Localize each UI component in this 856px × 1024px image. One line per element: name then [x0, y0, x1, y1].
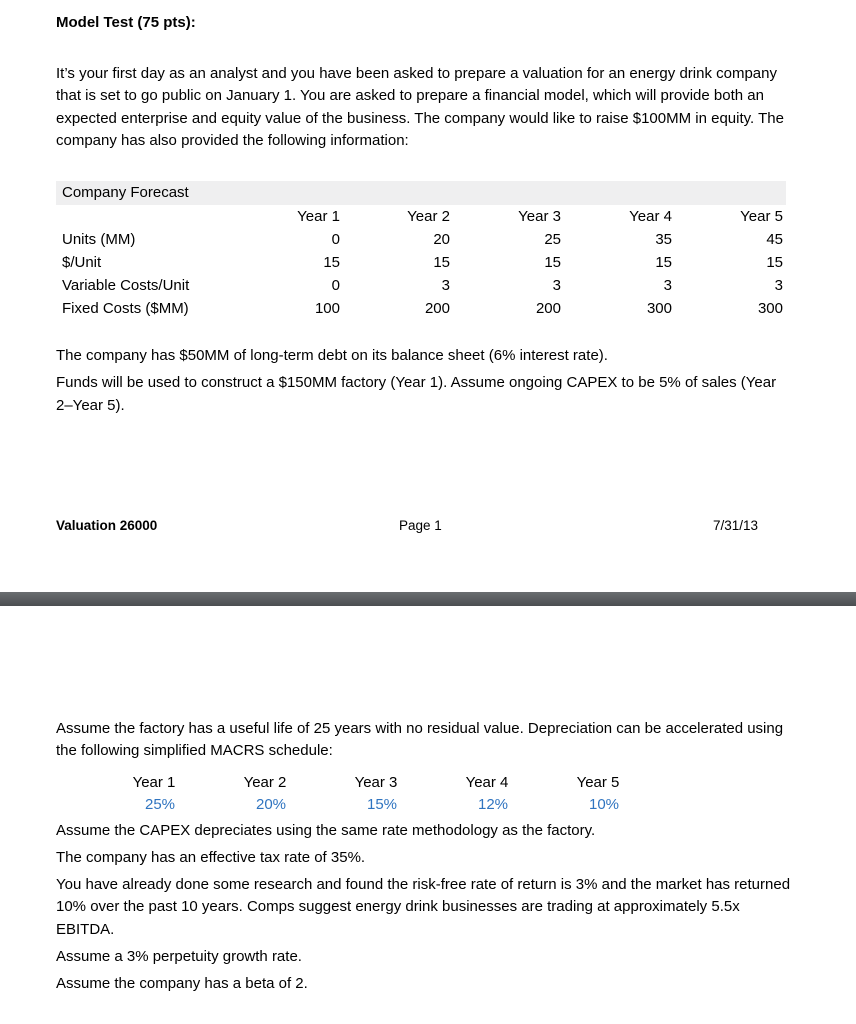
factory-paragraph: Assume the factory has a useful life of 25 years with no residual value. Depreciation can be accelerated using the following simplified MACRS schedule:: [56, 720, 784, 760]
table-cell: 0: [331, 231, 340, 248]
table-cell: 15: [766, 254, 783, 271]
year-header: Year 2: [407, 208, 450, 225]
table-cell: 15: [323, 254, 340, 271]
row-label: $/Unit: [62, 254, 102, 271]
footer-date: 7/31/13: [713, 518, 759, 533]
research-paragraph: You have already done some research and found the risk-free rate of return is 3% and the market has returned 10% over the past 10 years. Comps suggest energy drink businesses are trading at approximately 5.5x EBITDA.: [56, 876, 791, 938]
table-cell: 45: [766, 231, 783, 248]
table-cell: 3: [441, 277, 450, 294]
footer-page-number: Page 1: [399, 518, 442, 533]
table-cell: 15: [655, 254, 672, 271]
row-label: Units (MM): [62, 231, 136, 248]
macrs-year: Year 4: [465, 774, 509, 791]
table-cell: 300: [757, 300, 783, 317]
table-cell: 200: [424, 300, 450, 317]
table-cell: 300: [646, 300, 672, 317]
funds-line: Funds will be used to construct a $150MM factory (Year 1). Assume ongoing CAPEX to be 5% of sales (Year 2–Year 5).: [56, 374, 777, 414]
macrs-rate: 20%: [255, 796, 287, 813]
macrs-year: Year 3: [354, 774, 398, 791]
debt-line: The company has $50MM of long-term debt on its balance sheet (6% interest rate).: [56, 347, 608, 364]
table-cell: 100: [314, 300, 340, 317]
beta-line: Assume the company has a beta of 2.: [56, 975, 308, 992]
capex-line: Assume the CAPEX depreciates using the same rate methodology as the factory.: [56, 822, 596, 839]
page-separator: [0, 592, 856, 606]
table-title: Company Forecast: [62, 184, 189, 201]
page-2: [0, 606, 856, 1024]
year-header: Year 1: [297, 208, 340, 225]
year-header: Year 3: [518, 208, 561, 225]
table-cell: 35: [655, 231, 672, 248]
page-title: Model Test (75 pts):: [56, 14, 196, 31]
macrs-rate: 10%: [588, 796, 620, 813]
growth-line: Assume a 3% perpetuity growth rate.: [56, 948, 302, 965]
intro-paragraph: It’s your first day as an analyst and you have been asked to prepare a valuation for an energy drink company that is set to go public on January 1. You are asked to prepare a financial model, which will provide both an expected enterprise and equity value of the business. The company would like to raise $100MM in equity. The company has also provided the following information:: [56, 65, 784, 150]
footer-left: Valuation 26000: [56, 518, 158, 533]
macrs-year: Year 5: [576, 774, 620, 791]
table-cell: 200: [535, 300, 561, 317]
year-header: Year 4: [629, 208, 672, 225]
macrs-year: Year 1: [132, 774, 176, 791]
table-cell: 15: [433, 254, 450, 271]
table-cell: 3: [663, 277, 672, 294]
row-label: Fixed Costs ($MM): [62, 300, 189, 317]
table-cell: 20: [433, 231, 450, 248]
macrs-year: Year 2: [243, 774, 287, 791]
year-header: Year 5: [740, 208, 783, 225]
macrs-rate: 12%: [477, 796, 509, 813]
table-cell: 0: [331, 277, 340, 294]
macrs-rate: 15%: [366, 796, 398, 813]
table-cell: 15: [544, 254, 561, 271]
table-cell: 3: [552, 277, 561, 294]
macrs-rate: 25%: [144, 796, 176, 813]
table-cell: 25: [544, 231, 561, 248]
tax-line: The company has an effective tax rate of 35%.: [56, 849, 366, 866]
table-cell: 3: [774, 277, 783, 294]
row-label: Variable Costs/Unit: [62, 277, 190, 294]
